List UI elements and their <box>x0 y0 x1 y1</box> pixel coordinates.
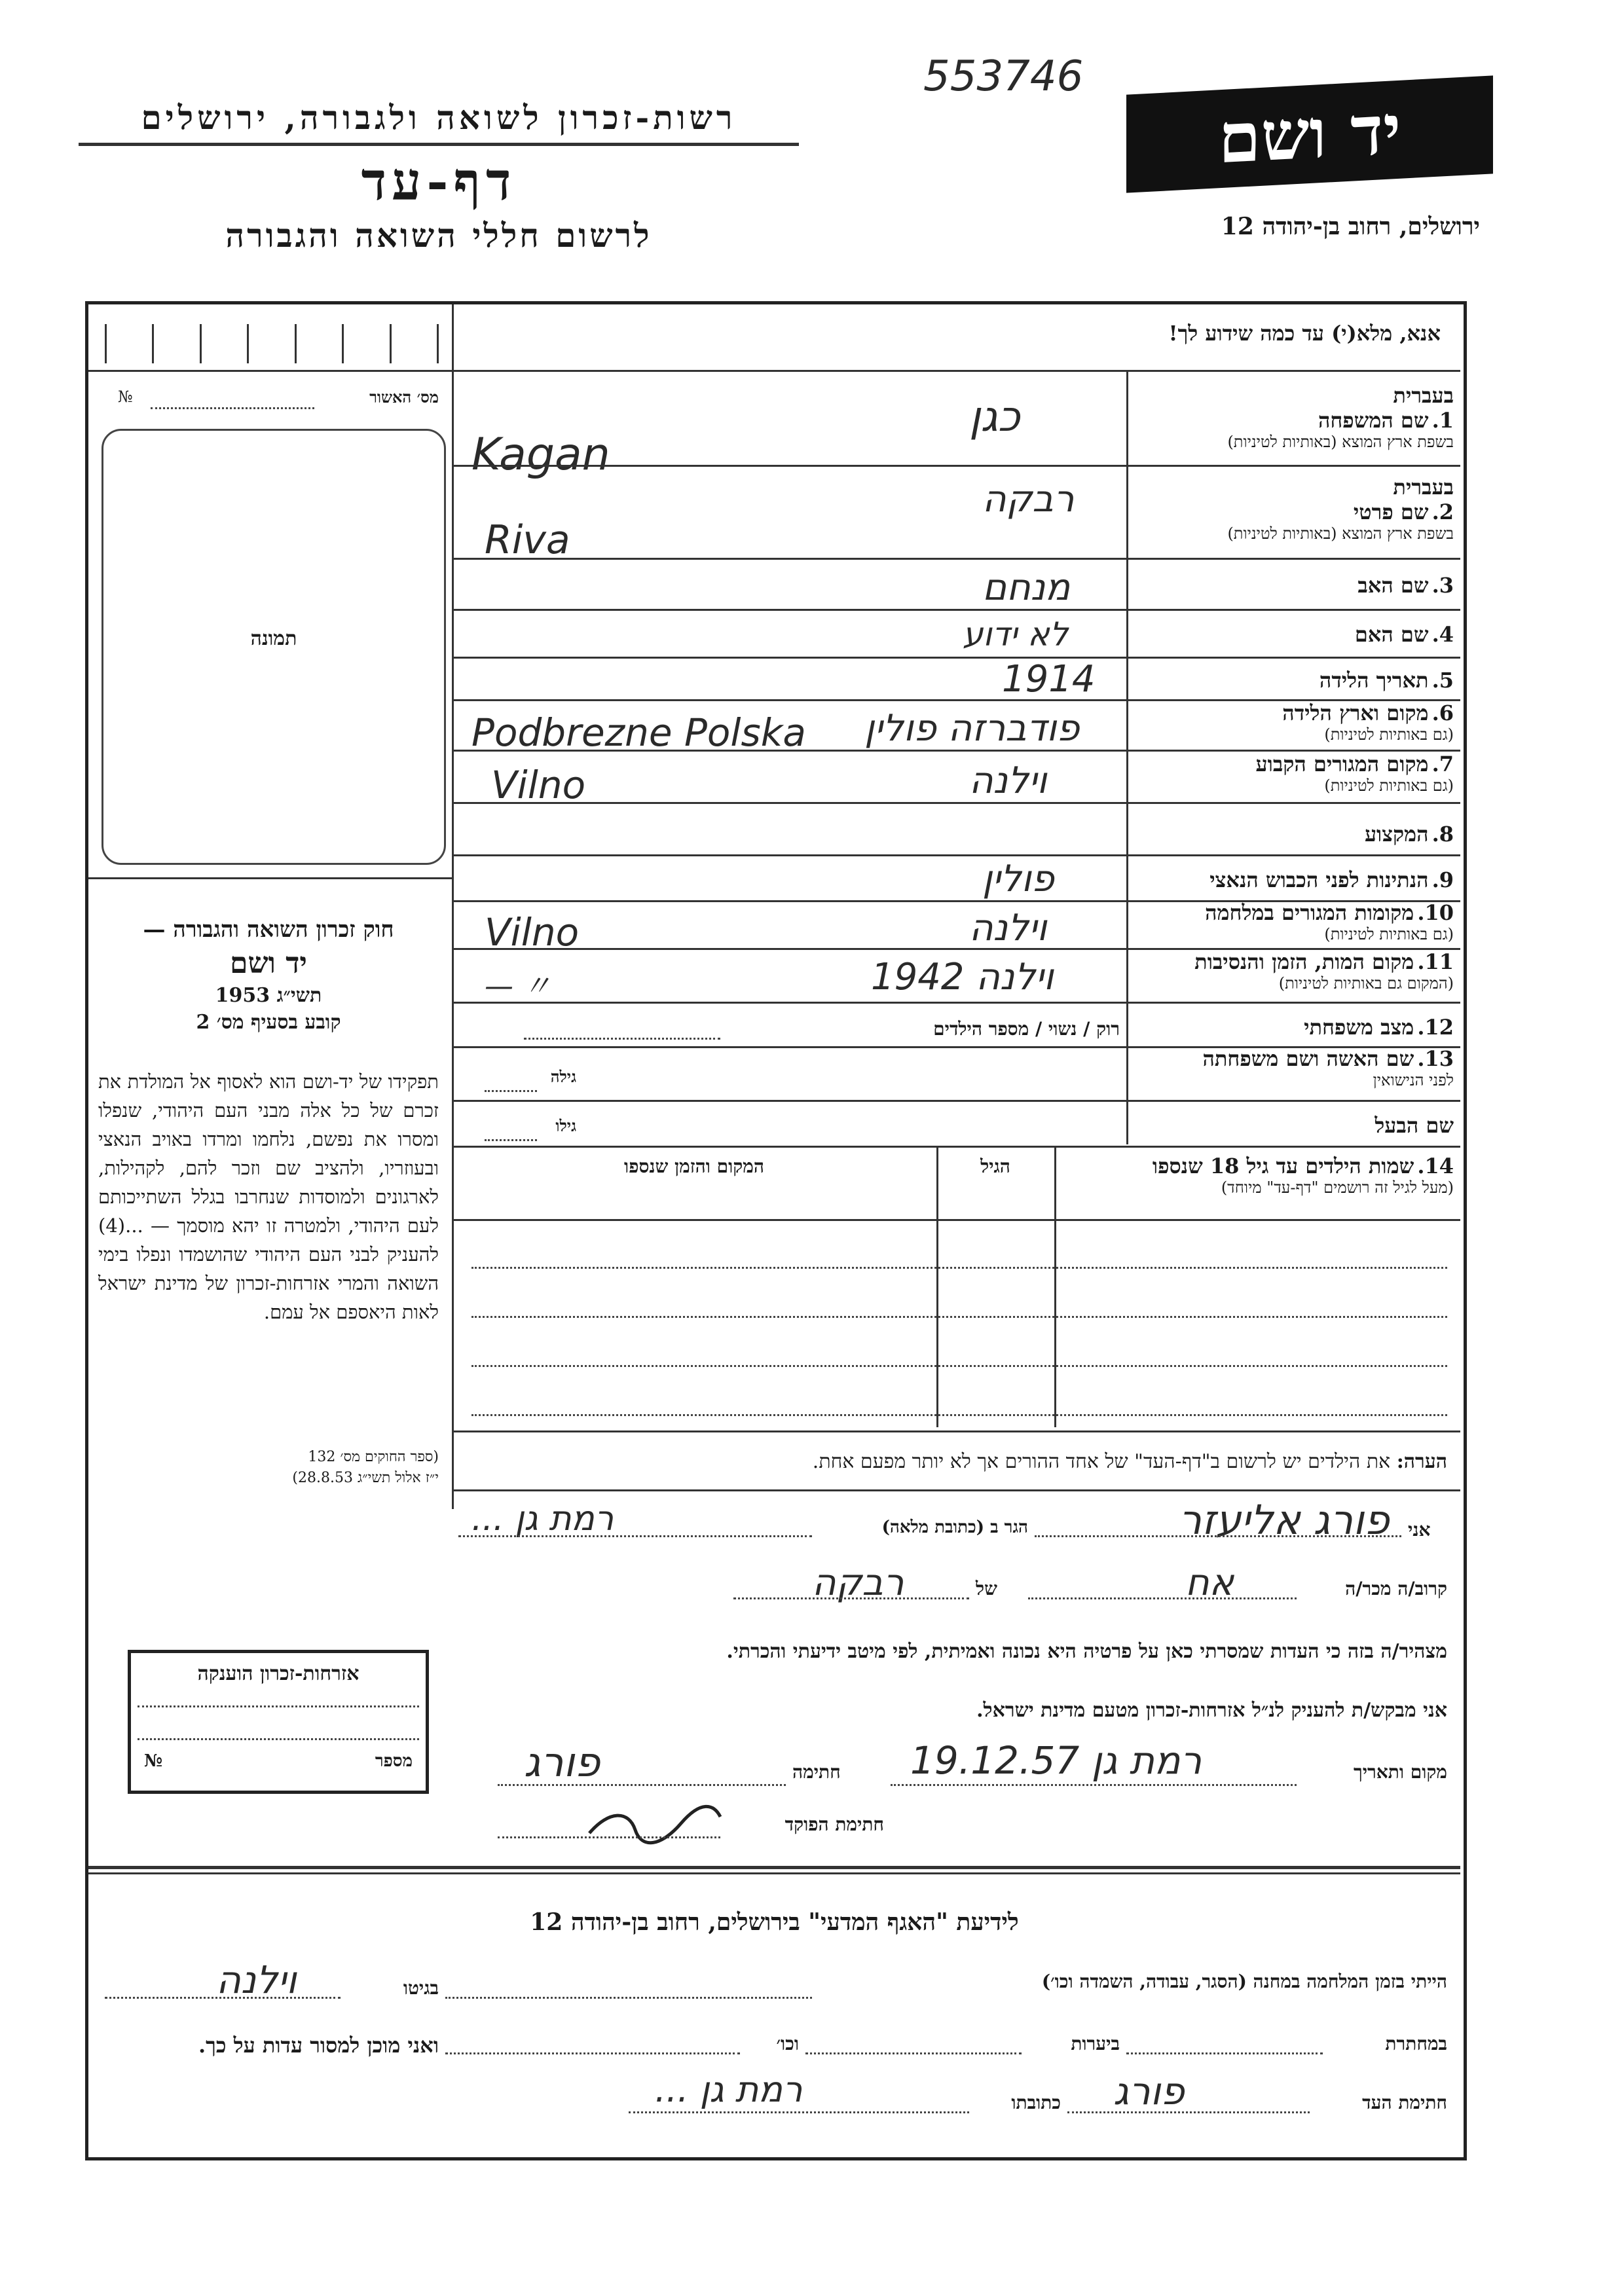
relation[interactable]: אח <box>1185 1561 1234 1604</box>
approval-label: מס׳ האשור <box>369 388 439 407</box>
approval-no-mark: № <box>118 388 133 406</box>
form-title: דף-עד <box>361 151 517 212</box>
first-name-hebrew[interactable]: רבקה <box>982 478 1075 520</box>
residence-latin[interactable]: Vilno <box>491 763 586 807</box>
family-name-latin[interactable]: Kagan <box>471 429 610 481</box>
signature[interactable]: פורג <box>524 1738 600 1786</box>
residence-hebrew[interactable]: וילנה <box>969 759 1047 802</box>
declaration-ani: אני <box>1408 1519 1431 1540</box>
children-age-col: הגיל <box>980 1156 1010 1177</box>
note: הערה: את הילדים יש לרשום ב"דף-העד" של אחד ההורים אך לא יותר מפעם אחת. <box>812 1450 1447 1473</box>
in-ghetto-label: בגיטו <box>403 1977 439 1999</box>
field-row-5: 5. תאריך הלידה <box>1319 668 1454 693</box>
law-text: תפקידו של יד-ושם הוא לאסוף אל המולדת את זכרם של כל אלה מבני העם היהודי, שנפלו ומסרו את נפשם, נלחמו ומרדו באויב הנאצי ובעוזריו, ולהציב שם וזכר להם, לקהילות, לארגונים ולמוסדות שנחרבו בגלל השתייכותם לעם היהודי, ולמטרה זו יהא מוסמך — ...(4) להעניק לבני העם היהודי שהושמדו ונפלו בימי השואה והמרי אזרחות-זכרון של מדינת ישראל לאות היאספם אל עמם. <box>98 1070 439 1323</box>
birth-place-hebrew[interactable]: פודברזה פולין <box>864 707 1080 750</box>
field-row-9: 9. הנתינות לפני הכבוש הנאצי <box>1209 867 1454 892</box>
children-place-col: המקום והזמן שנספו <box>624 1156 764 1177</box>
death-place-latin[interactable]: — 〃 <box>485 970 551 1003</box>
field-row-2: בעברית 2. שם פרטי בשפת ארץ המוצא (באותיות לטיניות) <box>1227 475 1454 543</box>
witness-address[interactable]: רמת גן ... <box>655 2069 803 2110</box>
address: ירושלים, רחוב בן-יהודה 12 <box>1221 213 1480 240</box>
field-row-1: בעברית 1. שם המשפחה בשפת ארץ המוצא (באותיות לטיניות) <box>1227 383 1454 451</box>
death-place-hebrew[interactable]: וילנה 1942 <box>871 956 1054 998</box>
officer-signature-label: חתימת הפוקד <box>784 1813 884 1835</box>
tick-marks <box>105 324 439 363</box>
photo-label: תמונה <box>250 627 297 650</box>
witness-address-label: כתובתו <box>1011 2092 1061 2113</box>
of-name[interactable]: רבקה <box>812 1561 904 1604</box>
field-row-11: 11. מקום המות, הזמן והנסיבות (המקום גם באותיות לטיניות) <box>1194 949 1454 993</box>
wartime-residence-latin[interactable]: Vilno <box>485 910 580 955</box>
officer-signature-scribble <box>583 1797 727 1850</box>
field-row-6: 6. מקום וארץ הלידה (גם באותיות לטיניות) <box>1282 701 1454 744</box>
ready-text: ואני מוכן למסור עדות על כך. <box>198 2033 439 2058</box>
request-text: אני מבקש/ת להעניק לנ״ל אזרחות-זכרון מטעם מדינת ישראל. <box>976 1699 1447 1722</box>
field-row-husband: שם הבעל <box>1375 1113 1454 1138</box>
forests-label: ביערות <box>1071 2033 1120 2054</box>
birth-date[interactable]: 1914 <box>1002 658 1096 701</box>
org-line: רשות-זכרון לשואה ולגבורה, ירושלים <box>141 98 737 137</box>
signature-label: חתימה <box>792 1761 841 1783</box>
husband-age-label: גילו <box>555 1116 576 1135</box>
wife-age-label: גילה <box>550 1067 576 1086</box>
witness-signature[interactable]: פורג <box>1113 2069 1185 2113</box>
etc-label: וכו׳ <box>776 2033 799 2054</box>
nationality[interactable]: פולין <box>982 858 1054 900</box>
field-row-12: 12. מצב משפחתי <box>1304 1015 1454 1040</box>
instruction: אנא, מלא(י) עד כמה שידוע לך! <box>1168 321 1441 346</box>
declarant-address[interactable]: רמת גן ... <box>471 1499 614 1539</box>
underground-label: במחתרת <box>1385 2033 1447 2054</box>
first-name-latin[interactable]: Riva <box>485 517 570 563</box>
marital-options: רוק / נשוי / מספר הילדים <box>933 1018 1120 1040</box>
declarant-name[interactable]: פורג אליעזר <box>1179 1496 1390 1544</box>
info-line1: הייתי בזמן המלחמה במחנה (הסגר, עבודה, השמדה וכו׳) <box>1041 1971 1447 1992</box>
law-source: (ספר החוקים מס׳ 132 י״ז אלול תשי״ג 28.8.53) <box>292 1449 439 1486</box>
family-name-hebrew[interactable]: כגן <box>969 393 1020 441</box>
ghetto-name[interactable]: וילנה <box>216 1958 297 2002</box>
field-row-8: 8. המקצוע <box>1364 822 1454 847</box>
place-date[interactable]: רמת גן 19.12.57 <box>910 1738 1202 1783</box>
citizenship-box: אזרחות-זכרון הוענקה № מספר <box>128 1650 429 1794</box>
of-label: של <box>976 1578 997 1599</box>
place-date-label: מקום ותאריך <box>1353 1761 1447 1783</box>
field-row-7: 7. מקום המגורים הקבוע (גם באותיות לטיניות) <box>1255 752 1454 795</box>
photo-area <box>101 429 446 865</box>
relative-label: קרוב/ה מכר/ה <box>1345 1578 1447 1599</box>
field-row-10: 10. מקומות המגורים במלחמה (גם באותיות לטיניות) <box>1205 900 1454 943</box>
info-title: לידיעת "האגף המדעי" בירושלים, רחוב בן-יהודה 12 <box>530 1908 1019 1936</box>
field-row-3: 3. שם האב <box>1357 573 1454 598</box>
law-section: חוק זכרון השואה והגבורה — יד ושם תשי״ג 1953 קובע בסעיף מס׳ 2 <box>143 917 394 1034</box>
children-header: 14. שמות הילדים עד גיל 18 שנספו (מעל לגיל זה רושמים "דף-עד" מיוחד) <box>1152 1154 1454 1197</box>
declare-text: מצהיר/ה בזה כי העדות שמסרתי כאן על פרטיה היא נכונה ואמיתית, לפי מיטב ידיעתי והכרתי. <box>726 1640 1447 1663</box>
yad-vashem-logo: יד ושם <box>1126 75 1493 192</box>
birth-place-latin[interactable]: Podbrezne Polska <box>471 710 806 755</box>
witness-signature-label: חתימת העד <box>1362 2092 1447 2113</box>
field-row-13: 13. שם האשה ושם משפחתה לפני הנישואין <box>1202 1046 1454 1089</box>
field-row-4: 4. שם האם <box>1354 622 1454 647</box>
resides-label: הגר ב (כתובת מלאה) <box>881 1518 1028 1537</box>
father-name[interactable]: מנחם <box>982 566 1071 609</box>
form-subtitle: לרשום חללי השואה והגבורה <box>225 216 652 255</box>
wartime-residence-hebrew[interactable]: וילנה <box>969 907 1047 949</box>
serial-number: 553746 <box>923 52 1084 101</box>
mother-name[interactable]: לא ידוע <box>963 615 1069 653</box>
